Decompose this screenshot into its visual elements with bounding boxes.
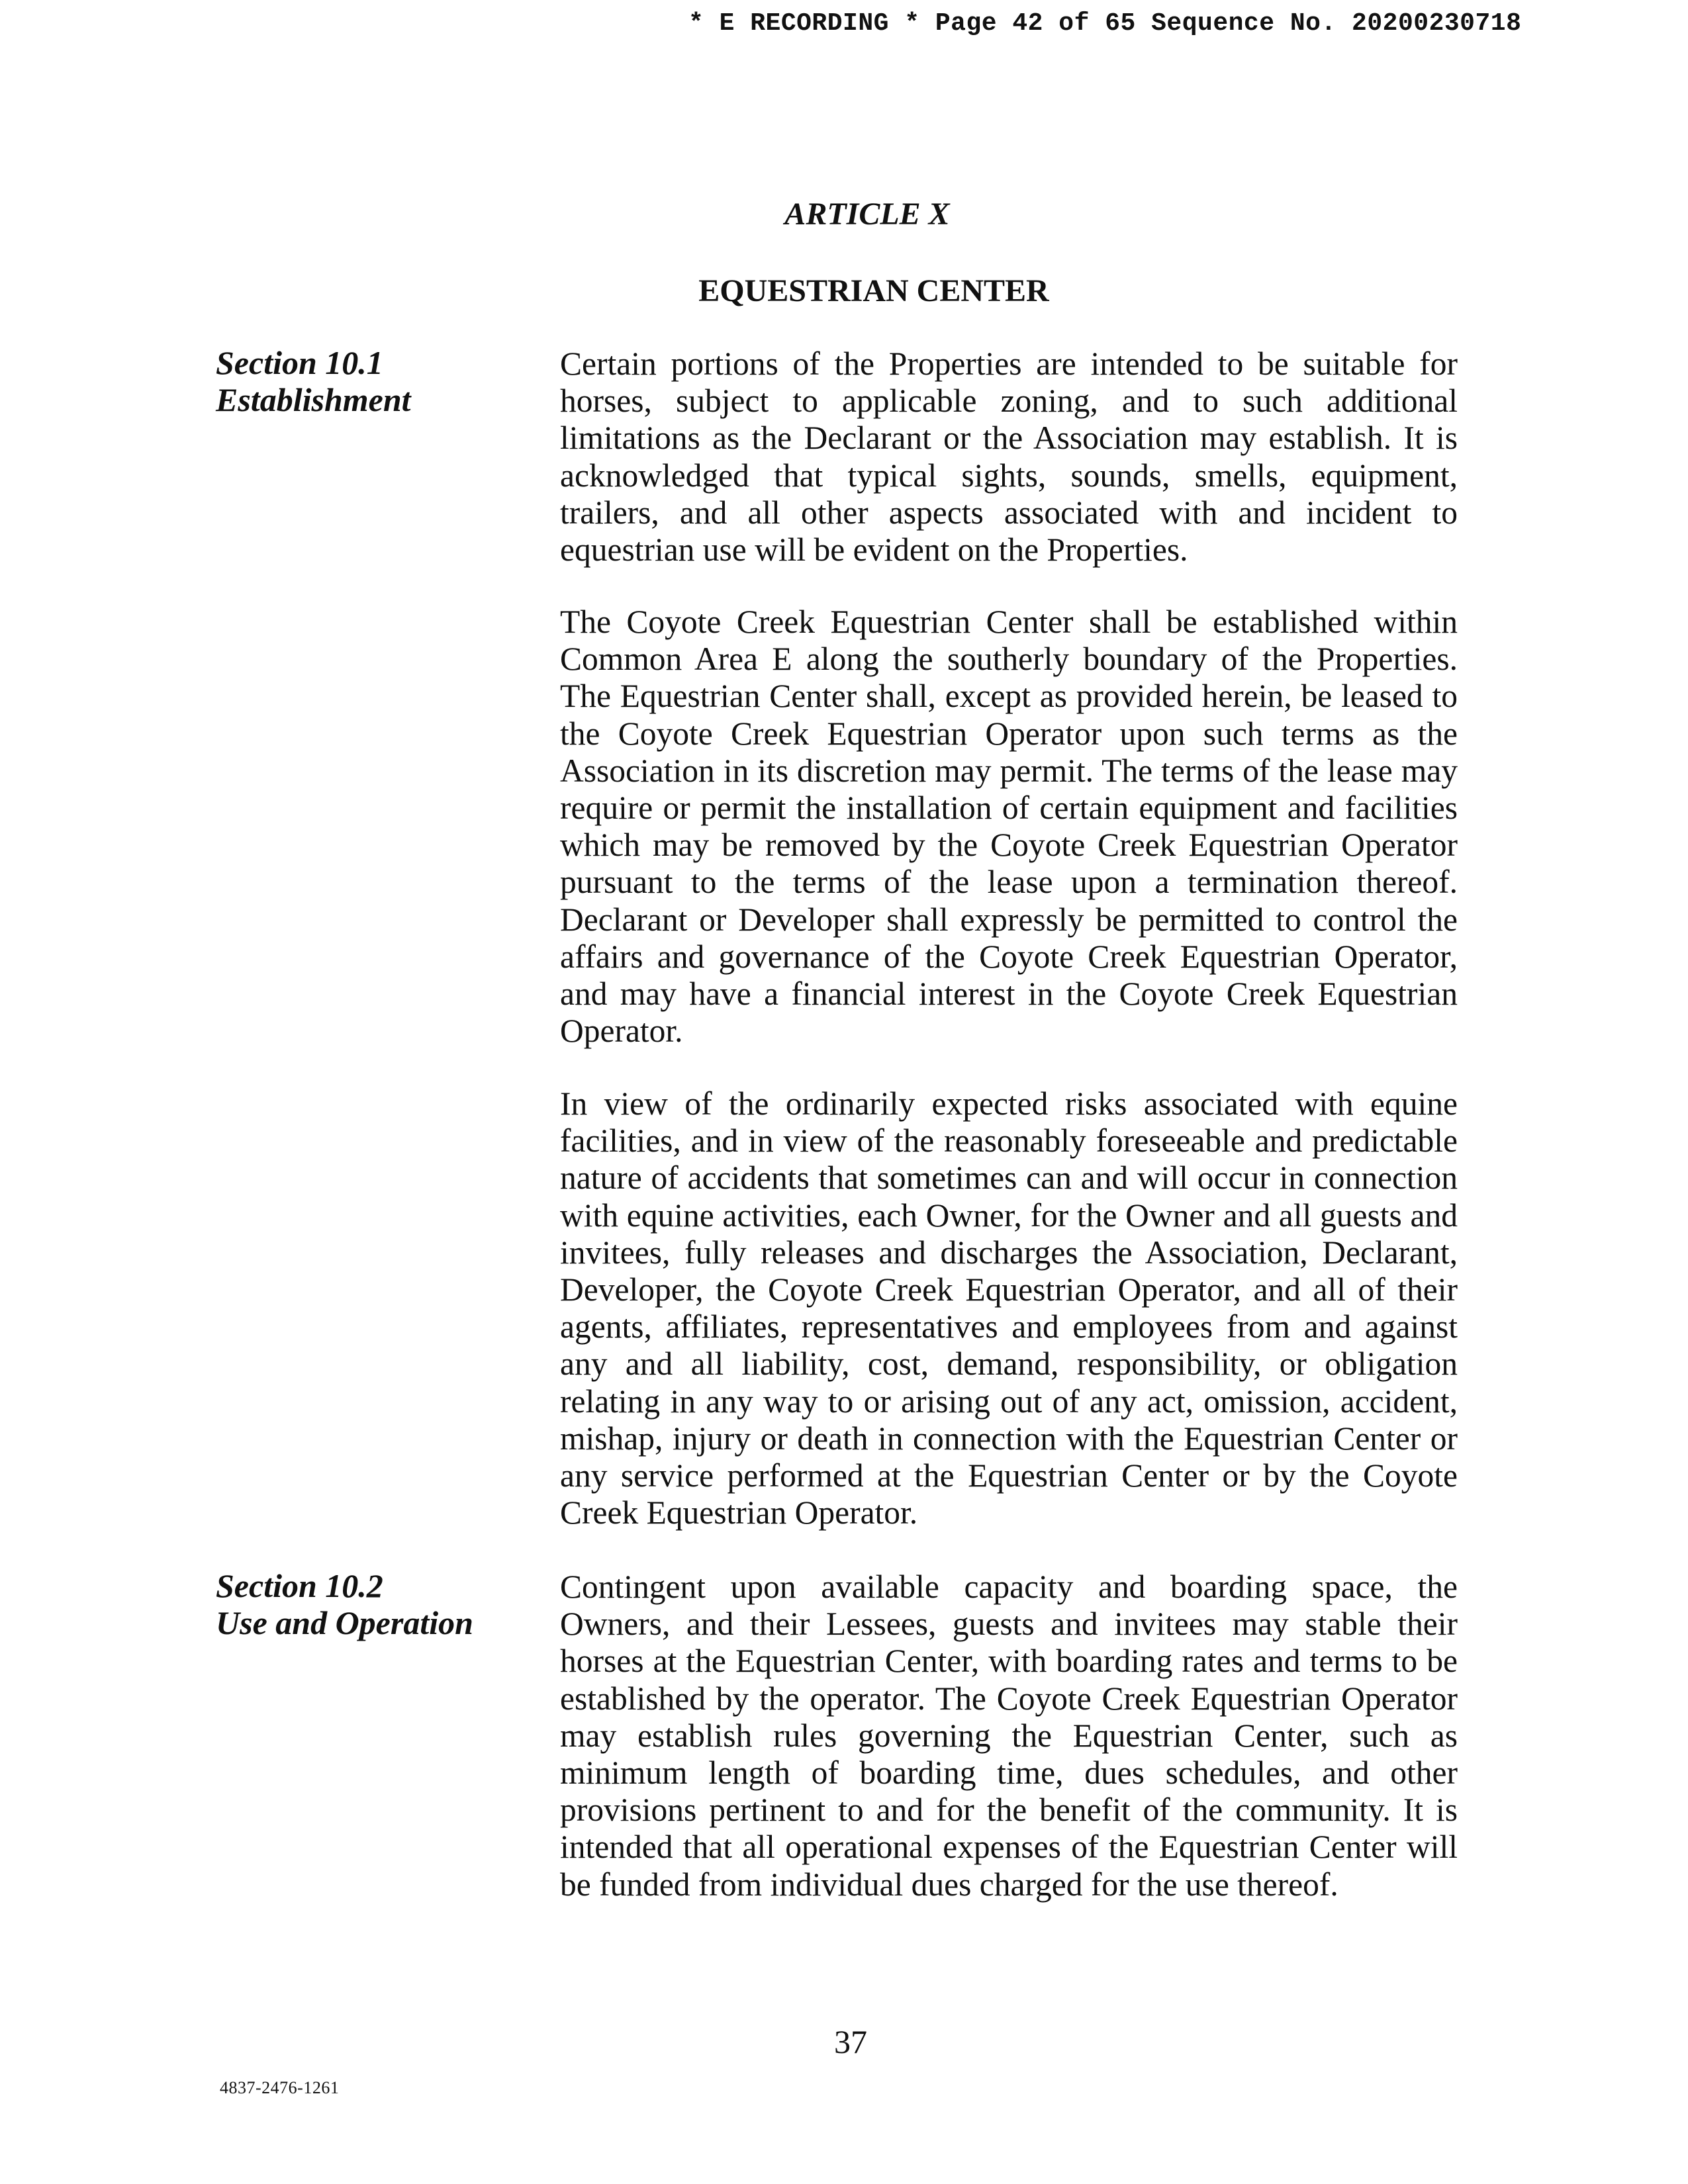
section-10-1-heading xyxy=(216,344,547,418)
section-10-2-paragraph-1: Contingent upon available capacity and boarding space, the Owners, and their Lessees, guests and invitees may stable their horses at the Equestrian Center, with boarding rates and terms to be established by the operator. The Coyote Creek Equestrian Operator may establish rules governing the Equestrian Center, such as minimum length of boarding time, dues schedules, and other provisions pertinent to and for the benefit of the community. It is intended that all operational expenses of the Equestrian Center will be funded from individual dues charged for the use thereof. xyxy=(560,1569,1458,1903)
page-number: 37 xyxy=(834,2023,867,2060)
section-title: Use and Operation xyxy=(216,1604,473,1641)
section-number: Section 10.1 xyxy=(216,344,383,381)
section-10-1-paragraph-1: Certain portions of the Properties are intended to be suitable for horses, subject to applicable zoning, and to such additional limitations as the Declarant or the Association may establish. It is acknowledged that typical sights, sounds, smells, equipment, trailers, and all other aspects associated with and incident to equestrian use will be evident on the Properties. xyxy=(560,345,1458,569)
section-number: Section 10.2 xyxy=(216,1567,383,1604)
section-title: Establishment xyxy=(216,381,411,418)
recording-header: * E RECORDING * Page 42 of 65 Sequence No. 20200230718 xyxy=(688,9,1522,38)
article-label: ARTICLE X xyxy=(784,197,950,232)
section-10-2-heading xyxy=(216,1567,547,1641)
document-id: 4837-2476-1261 xyxy=(220,2078,340,2097)
section-10-1-paragraph-2: The Coyote Creek Equestrian Center shall be established within Common Area E along the southerly boundary of the Properties. The Equestrian Center shall, except as provided herein, be leased to the Coyote Creek Equestrian Operator upon such terms as the Association in its discretion may permit. The terms of the lease may require or permit the installation of certain equipment and facilities which may be removed by the Coyote Creek Equestrian Operator pursuant to the terms of the lease upon a termination thereof. Declarant or Developer shall expressly be permitted to control the affairs and governance of the Coyote Creek Equestrian Operator, and may have a financial interest in the Coyote Creek Equestrian Operator. xyxy=(560,604,1458,1050)
article-title: EQUESTRIAN CENTER xyxy=(698,273,1049,308)
section-10-1-paragraph-3: In view of the ordinarily expected risks associated with equine facilities, and in view of the reasonably foreseeable and predictable nature of accidents that sometimes can and will occur in connection with equine activities, each Owner, for the Owner and all guests and invitees, fully releases and discharges the Association, Declarant, Developer, the Coyote Creek Equestrian Operator, and all of their agents, affiliates, representatives and employees from and against any and all liability, cost, demand, responsibility, or obligation relating in any way to or arising out of any act, omission, accident, mishap, injury or death in connection with the Equestrian Center or any service performed at the Equestrian Center or by the Coyote Creek Equestrian Operator. xyxy=(560,1085,1458,1531)
